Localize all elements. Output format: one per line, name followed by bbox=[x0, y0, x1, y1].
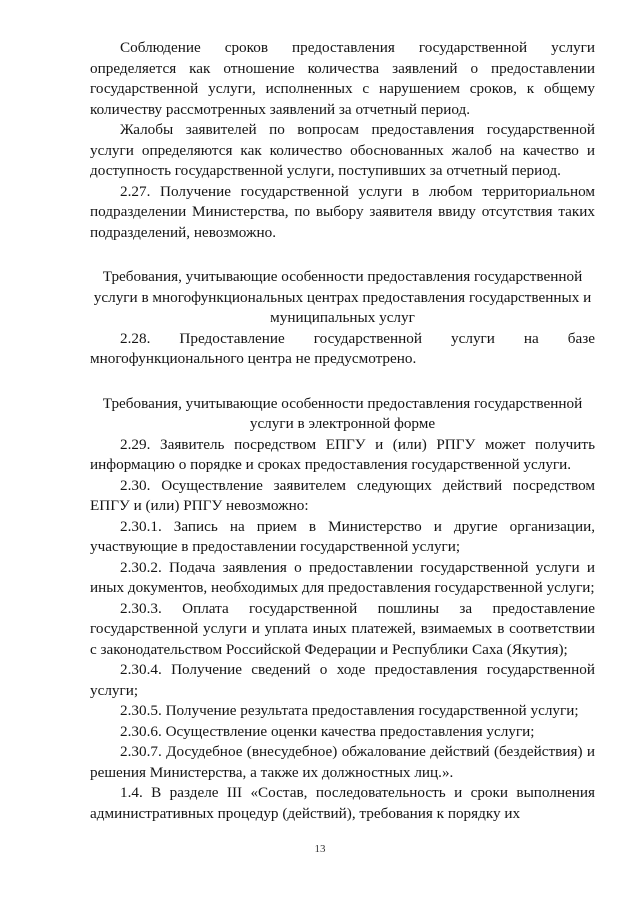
paragraph-2-30-6: 2.30.6. Осуществление оценки качества предоставления услуги; bbox=[120, 722, 535, 740]
paragraph-2-29: 2.29. Заявитель посредством ЕПГУ и (или) РПГУ может получить информацию о порядке и сроках предоставления государственной услуги. bbox=[90, 435, 595, 473]
page-number: 13 bbox=[314, 843, 326, 855]
spacer bbox=[90, 370, 595, 394]
paragraph-2-30-5: 2.30.5. Получение результата предоставления государственной услуги; bbox=[120, 702, 579, 719]
document-page bbox=[90, 38, 595, 824]
paragraph-2-30-3: 2.30.3. Оплата государственной пошлины за предоставление государственной услуги и уплата иных платежей, взимаемых в соответствии с законодательством Российской Федерации и Республики Саха (Якутия); bbox=[90, 599, 595, 658]
paragraph-1-4: 1.4. В разделе III «Состав, последовательность и сроки выполнения административных процедур (действий), требования к порядку их bbox=[90, 784, 595, 822]
paragraph-deadline-compliance: Соблюдение сроков предоставления государственной услуги определяется как отношение количества заявлений о предоставлении государственной услуги, исполненных с нарушением сроков, к общему количеству рассмотренных заявлений за отчетный период. bbox=[90, 39, 595, 118]
paragraph-2-30: 2.30. Осуществление заявителем следующих действий посредством ЕПГУ и (или) РПГУ невозможно: bbox=[90, 476, 595, 514]
paragraph-2-28: 2.28. Предоставление государственной услуги на базе многофункционального центра не предусмотрено. bbox=[90, 329, 595, 367]
paragraph-2-30-2: 2.30.2. Подача заявления о предоставлении государственной услуги и иных документов, необходимых для предоставления государственной услуги; bbox=[90, 558, 595, 596]
section-heading-electronic: Требования, учитывающие особенности предоставления государственной услуги в электронной форме bbox=[102, 394, 583, 432]
section-heading-mfc: Требования, учитывающие особенности предоставления государственной услуги в многофункциональных центрах предоставления государственных и муниципальных услуг bbox=[93, 268, 592, 326]
paragraph-2-27: 2.27. Получение государственной услуги в любом территориальном подразделении Министерства, по выбору заявителя ввиду отсутствия таких подразделений, невозможно. bbox=[90, 182, 595, 241]
paragraph-complaints: Жалобы заявителей по вопросам предоставления государственной услуги определяются как количество обоснованных жалоб на качество и доступность государственной услуги, поступивших за отчетный период. bbox=[90, 121, 595, 179]
paragraph-2-30-1: 2.30.1. Запись на прием в Министерство и другие организации, участвующие в предоставлении государственной услуги; bbox=[90, 517, 595, 555]
spacer bbox=[90, 243, 595, 267]
paragraph-2-30-7: 2.30.7. Досудебное (внесудебное) обжалование действий (бездействия) и решения Министерства, а также их должностных лиц.». bbox=[90, 743, 595, 781]
paragraph-2-30-4: 2.30.4. Получение сведений о ходе предоставления государственной услуги; bbox=[90, 661, 595, 699]
